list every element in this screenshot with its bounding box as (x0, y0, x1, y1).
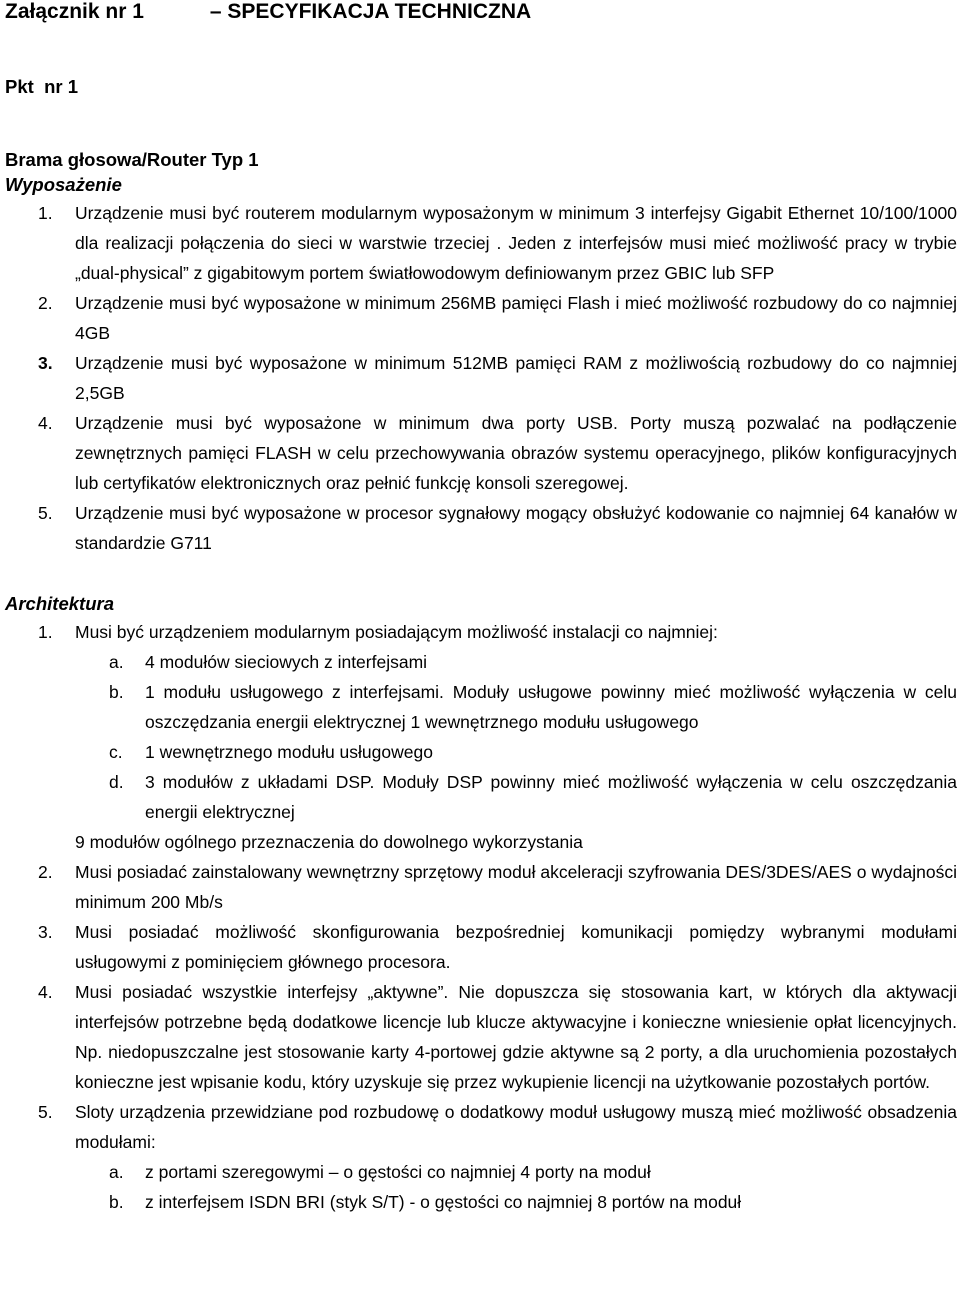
sublist-item-text: 3 modułów z układami DSP. Moduły DSP powinny mieć możliwość wyłączenia w celu oszczędzania energii elektrycznej (145, 772, 957, 822)
list-note: 9 modułów ogólnego przeznaczenia do dowolnego wykorzystania (75, 832, 583, 852)
list-marker: 4. (38, 982, 53, 1002)
list-marker: 2. (38, 293, 53, 313)
list-item (5, 348, 957, 408)
sublist-marker: c. (109, 742, 123, 762)
sublist-item (75, 1187, 957, 1217)
list-item (5, 198, 957, 288)
list-marker: 3. (38, 353, 53, 373)
list-item (5, 288, 957, 348)
list-item (5, 977, 957, 1097)
list-item-text: Sloty urządzenia przewidziane pod rozbudowę o dodatkowy moduł usługowy muszą mieć możliwość obsadzenia modułami: (75, 1102, 957, 1152)
sublist-item-text: 1 modułu usługowego z interfejsami. Moduły usługowe powinny mieć możliwość wyłączenia w celu oszczędzania energii elektrycznej 1 wewnętrznego modułu usługowego (145, 682, 957, 732)
specification-title: – SPECYFIKACJA TECHNICZNA (209, 0, 532, 23)
list-item (5, 1097, 957, 1217)
list-item-text: Musi być urządzeniem modularnym posiadającym możliwość instalacji co najmniej: (75, 622, 718, 642)
sublist-item-text: 1 wewnętrznego modułu usługowego (145, 742, 433, 762)
document-page (5, 0, 957, 1217)
architektura-list (5, 617, 957, 1217)
sublist (75, 1157, 957, 1217)
list-item (5, 917, 957, 977)
sublist-item (75, 677, 957, 737)
list-item-text: Urządzenie musi być wyposażone w procesor sygnałowy mogący obsłużyć kodowanie co najmniej 64 kanałów w standardzie G711 (75, 503, 957, 553)
sublist-item-text: z portami szeregowymi – o gęstości co najmniej 4 porty na moduł (145, 1162, 651, 1182)
list-item (5, 857, 957, 917)
sublist-marker: a. (109, 652, 124, 672)
list-marker: 1. (38, 203, 53, 223)
sublist-item (75, 737, 957, 767)
list-item (5, 408, 957, 498)
sublist-item (75, 647, 957, 677)
list-marker: 5. (38, 503, 53, 523)
list-item-text: Musi posiadać możliwość skonfigurowania bezpośredniej komunikacji pomiędzy wybranymi modułami usługowymi z pominięciem głównego procesora. (75, 922, 957, 972)
list-item-text: Urządzenie musi być routerem modularnym wyposażonym w minimum 3 interfejsy Gigabit Ethernet 10/100/1000 dla realizacji połączenia do sieci w warstwie trzeciej . Jeden z interfejsów musi mieć możliwość pracy w trybie „dual-physical” z gigabitowym portem światłowodowym definiowanym przez GBIC lub SFP (75, 203, 957, 283)
wyposazenie-list (5, 198, 957, 558)
list-item-text: Musi posiadać zainstalowany wewnętrzny sprzętowy moduł akceleracji szyfrowania DES/3DES/AES o wydajności minimum 200 Mb/s (75, 862, 957, 912)
sublist-marker: b. (109, 1192, 124, 1212)
list-item (5, 617, 957, 857)
list-item-text: Musi posiadać wszystkie interfejsy „aktywne”. Nie dopuszcza się stosowania kart, w których dla aktywacji interfejsów potrzebne będą dodatkowe licencje lub klucze aktywacyjne i konieczne wniesienie opłat licencyjnych. Np. niedopuszczalne jest stosowanie karty 4-portowej gdzie aktywne są 2 porty, a dla uruchomienia pozostałych konieczne jest wpisanie kodu, który uzyskuje się przez wykupienie licencji na użytkowanie pozostałych portów. (75, 982, 957, 1092)
list-marker: 1. (38, 622, 53, 642)
sublist-item (75, 1157, 957, 1187)
sublist-item-text: 4 modułów sieciowych z interfejsami (145, 652, 428, 672)
list-marker: 5. (38, 1102, 53, 1122)
sublist-item-text: z interfejsem ISDN BRI (styk S/T) - o gęstości co najmniej 8 portów na moduł (145, 1192, 742, 1212)
list-item (5, 498, 957, 558)
list-marker: 4. (38, 413, 53, 433)
sublist-item (75, 767, 957, 827)
list-marker: 3. (38, 922, 53, 942)
sublist-marker: a. (109, 1162, 124, 1182)
list-item-text: Urządzenie musi być wyposażone w minimum 512MB pamięci RAM z możliwością rozbudowy do co najmniej 2,5GB (75, 353, 957, 403)
device-name: Brama głosowa/Router Typ 1 (5, 149, 259, 170)
document-title (5, 0, 957, 24)
sublist-marker: b. (109, 682, 124, 702)
attachment-label: Załącznik nr 1 (5, 0, 144, 23)
sublist (75, 647, 957, 827)
point-number: Pkt nr 1 (5, 76, 78, 97)
section-heading-wyposazenie: Wyposażenie (5, 174, 122, 195)
list-item-text: Urządzenie musi być wyposażone w minimum 256MB pamięci Flash i mieć możliwość rozbudowy do co najmniej 4GB (75, 293, 957, 343)
sublist-marker: d. (109, 772, 124, 792)
list-item-text: Urządzenie musi być wyposażone w minimum dwa porty USB. Porty muszą pozwalać na podłączenie zewnętrznych pamięci FLASH w celu przechowywania obrazów systemu operacyjnego, plików konfiguracyjnych lub certyfikatów elektronicznych oraz pełnić funkcję konsoli szeregowej. (75, 413, 957, 493)
section-heading-architektura: Architektura (5, 593, 114, 614)
list-marker: 2. (38, 862, 53, 882)
